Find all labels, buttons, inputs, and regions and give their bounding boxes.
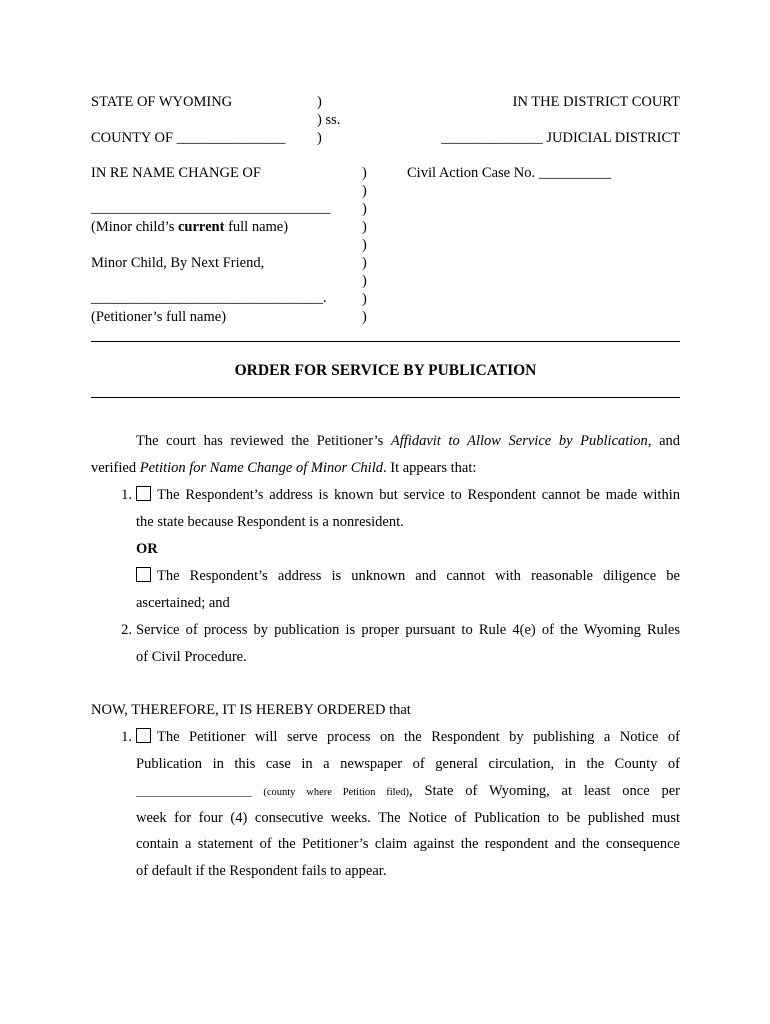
order-1-line-6: of default if the Respondent fails to appear. [136,863,387,879]
order-1-line-5: contain a statement of the Petitioner’s claim against the respondent and the consequence [136,836,680,852]
item-1-number: 1. [121,487,132,503]
county-field[interactable]: ______________________ [136,787,252,798]
item-2-line-2: of Civil Procedure. [136,649,247,665]
intro-line-1: The court has reviewed the Petitioner’s Affidavit to Allow Service by Publication, and [136,433,681,449]
county-note: (county where Petition filed) [263,787,409,798]
caption-paren: ) [317,94,322,110]
caption-ss: ) ss. [317,112,341,128]
judicial-district-line: ______________ JUDICIAL DISTRICT [441,130,680,146]
caption-paren: ) [362,219,367,235]
item-1-alt-line-2: ascertained; and [136,595,230,611]
case-number-line: Civil Action Case No. __________ [407,165,612,181]
order-1-line-3: ______________________ (county where Petition filed), State of Wyoming, at least once per [136,783,680,799]
item-1-line-1: The Respondent’s address is known but service to Respondent cannot be made within [136,482,680,509]
child-name-label: (Minor child’s current full name) [91,219,289,235]
item-2-line-1: Service of process by publication is proper pursuant to Rule 4(e) of the Wyoming Rules [136,622,680,638]
intro-line-2: verified Petition for Name Change of Minor Child. It appears that: [91,460,477,476]
title-rule-bottom [91,397,680,398]
caption-paren: ) [317,130,322,146]
publication-checkbox[interactable] [136,728,151,743]
minor-by-next-friend: Minor Child, By Next Friend, [91,255,265,271]
item-2-number: 2. [121,622,132,638]
order-1-line-2: Publication in this case in a newspaper of general circulation, in the County of [136,756,680,772]
caption-paren: ) [362,291,367,307]
document-title: ORDER FOR SERVICE BY PUBLICATION [234,362,537,379]
caption-paren: ) [362,201,367,217]
item-1-line-2: the state because Respondent is a nonresident. [136,514,404,530]
order-1-number: 1. [121,729,132,745]
caption-paren: ) [362,309,367,325]
caption-paren: ) [362,273,367,289]
caption-paren: ) [362,165,367,181]
title-rule-top [91,341,680,342]
order-1-line-1: The Petitioner will serve process on the Respondent by publishing a Notice of [136,724,680,751]
state-heading: STATE OF WYOMING [91,94,233,110]
child-name-field[interactable]: _________________________________ [91,200,331,216]
court-heading: IN THE DISTRICT COURT [512,94,680,110]
caption-paren: ) [362,237,367,253]
caption-paren: ) [362,183,367,199]
nonresident-checkbox[interactable] [136,486,151,501]
county-line: COUNTY OF _______________ [91,130,286,146]
order-1-line-4: week for four (4) consecutive weeks. The Notice of Publication to be published must [136,810,680,826]
ordered-heading: NOW, THEREFORE, IT IS HEREBY ORDERED that [91,702,411,718]
or-label: OR [136,541,158,557]
petitioner-name-field[interactable]: ________________________________. [91,290,327,306]
address-unknown-checkbox[interactable] [136,567,151,582]
caption-paren: ) [362,255,367,271]
in-re-heading: IN RE NAME CHANGE OF [91,165,261,181]
item-1-alt-line-1: The Respondent’s address is unknown and cannot with reasonable diligence be [136,563,680,590]
petitioner-name-label: (Petitioner’s full name) [91,309,227,325]
